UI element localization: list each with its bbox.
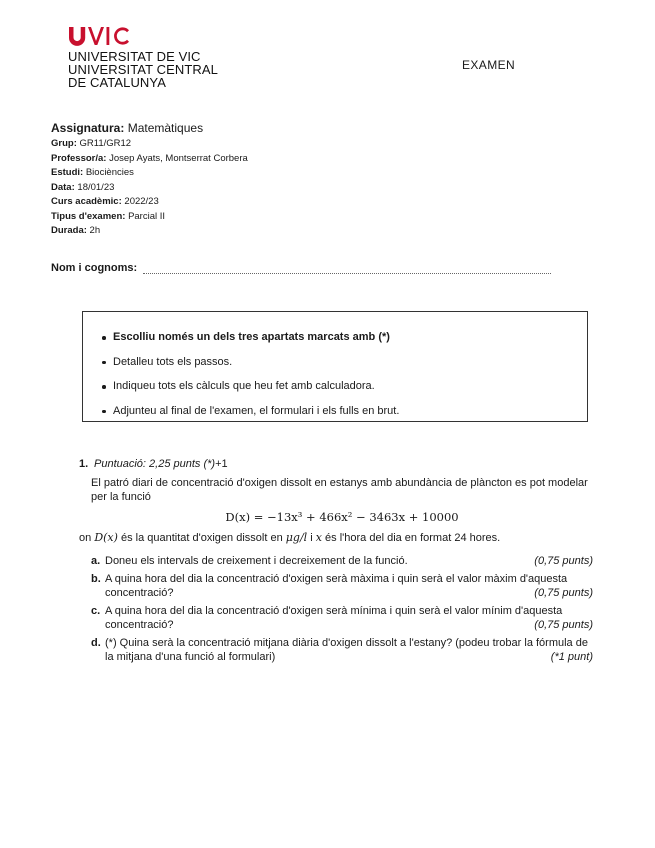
part-text: A quina hora del dia la concentració d'oxigen serà màxima i quin serà el valor màxim d'aquesta concentració? [105, 573, 568, 599]
question-body [79, 476, 593, 664]
meta-row-year [51, 195, 248, 210]
question-bonus: +1 [215, 458, 228, 470]
meta-label: Curs acadèmic: [51, 196, 122, 207]
question-parts [91, 554, 593, 664]
desc-text: és l'hora del dia en format 24 hores. [325, 532, 501, 544]
instructions-box [82, 311, 588, 422]
meta-row-group [51, 137, 248, 152]
question-part-d [91, 636, 593, 664]
uvic-logo-mark [68, 24, 238, 46]
question-intro: El patró diari de concentració d'oxigen dissolt en estanys amb abundància de plàncton es pot modelar per la funció [91, 477, 588, 503]
instruction-item: Adjunteu al final de l'examen, el formulari i els fulls en brut. [100, 399, 399, 424]
meta-value: Biociències [85, 167, 134, 178]
instructions-list [100, 325, 399, 423]
meta-row-professor [51, 152, 248, 167]
meta-row-date [51, 181, 248, 196]
name-field-label: Nom i cognoms: [51, 262, 138, 274]
part-points: (0,75 punts) [534, 619, 593, 631]
part-letter: c. [91, 605, 101, 617]
uvic-wordmark-icon [68, 26, 130, 46]
meta-value: GR11/GR12 [79, 138, 132, 149]
meta-value: 18/01/23 [77, 181, 115, 193]
meta-value: 2022/23 [124, 196, 159, 207]
part-letter: b. [91, 573, 101, 585]
meta-row-study [51, 166, 248, 181]
name-field-row [51, 262, 551, 274]
meta-label: Grup: [51, 138, 77, 149]
part-text: (*) Quina serà la concentració mitjana diària d'oxigen dissolt a l'estany? (podeu trobar la fórmula de la mitjana d'una funció al formulari) [105, 637, 588, 663]
question-1 [79, 457, 593, 668]
logo-line-2: UNIVERSITAT CENTRAL [68, 62, 218, 77]
desc-unit: μg/l [285, 531, 308, 544]
meta-value: 2h [89, 225, 101, 236]
question-score: Puntuació: 2,25 punts (*) [94, 458, 216, 470]
logo-line-1: UNIVERSITAT DE VIC [68, 49, 201, 64]
desc-variable: x [315, 531, 322, 544]
question-formula [91, 510, 593, 524]
question-part-b [91, 572, 593, 600]
subject-value: Matemàtiques [127, 121, 204, 135]
meta-label: Tipus d'examen: [51, 210, 126, 222]
question-part-c [91, 604, 593, 632]
exam-meta [51, 120, 248, 239]
meta-label: Durada: [51, 225, 87, 236]
university-logo [68, 24, 238, 89]
question-header [79, 457, 593, 471]
question-description [79, 531, 593, 545]
instruction-item: Detalleu tots els passos. [100, 350, 399, 375]
meta-value: Josep Ayats, Montserrat Corbera [109, 152, 248, 164]
subject-row [51, 120, 248, 136]
formula-text: D(x) = −13x³ + 466x² − 3463x + 10000 [225, 510, 459, 524]
part-letter: a. [91, 555, 101, 567]
part-text: A quina hora del dia la concentració d'oxigen serà mínima i quin serà el valor mínim d'aquesta concentració? [105, 605, 563, 631]
subject-label: Assignatura: [51, 121, 125, 135]
desc-text: on [79, 532, 92, 544]
part-text: Doneu els intervals de creixement i decreixement de la funció. [105, 555, 408, 567]
meta-label: Data: [51, 181, 75, 193]
meta-value: Parcial II [128, 210, 166, 222]
question-number: 1. [79, 458, 89, 470]
desc-text: és la quantitat d'oxigen dissolt en [120, 532, 283, 544]
name-field-line[interactable] [143, 264, 551, 274]
document-type: EXAMEN [462, 58, 516, 72]
part-points: (*1 punt) [550, 651, 593, 663]
logo-line-3: DE CATALUNYA [68, 75, 166, 90]
desc-function: D(x) [94, 531, 118, 544]
part-points: (0,75 punts) [534, 587, 593, 599]
instruction-item: Indiqueu tots els càlculs que heu fet amb calculadora. [100, 374, 399, 399]
meta-row-duration [51, 224, 248, 239]
question-part-a [91, 554, 593, 568]
meta-label: Estudi: [51, 167, 84, 178]
instruction-item: Escolliu només un dels tres apartats marcats amb (*) [100, 325, 399, 350]
part-points: (0,75 punts) [534, 555, 593, 567]
meta-label: Professor/a: [51, 152, 107, 164]
meta-row-exam-type [51, 210, 248, 225]
desc-text: i [310, 532, 313, 544]
part-letter: d. [91, 637, 101, 649]
